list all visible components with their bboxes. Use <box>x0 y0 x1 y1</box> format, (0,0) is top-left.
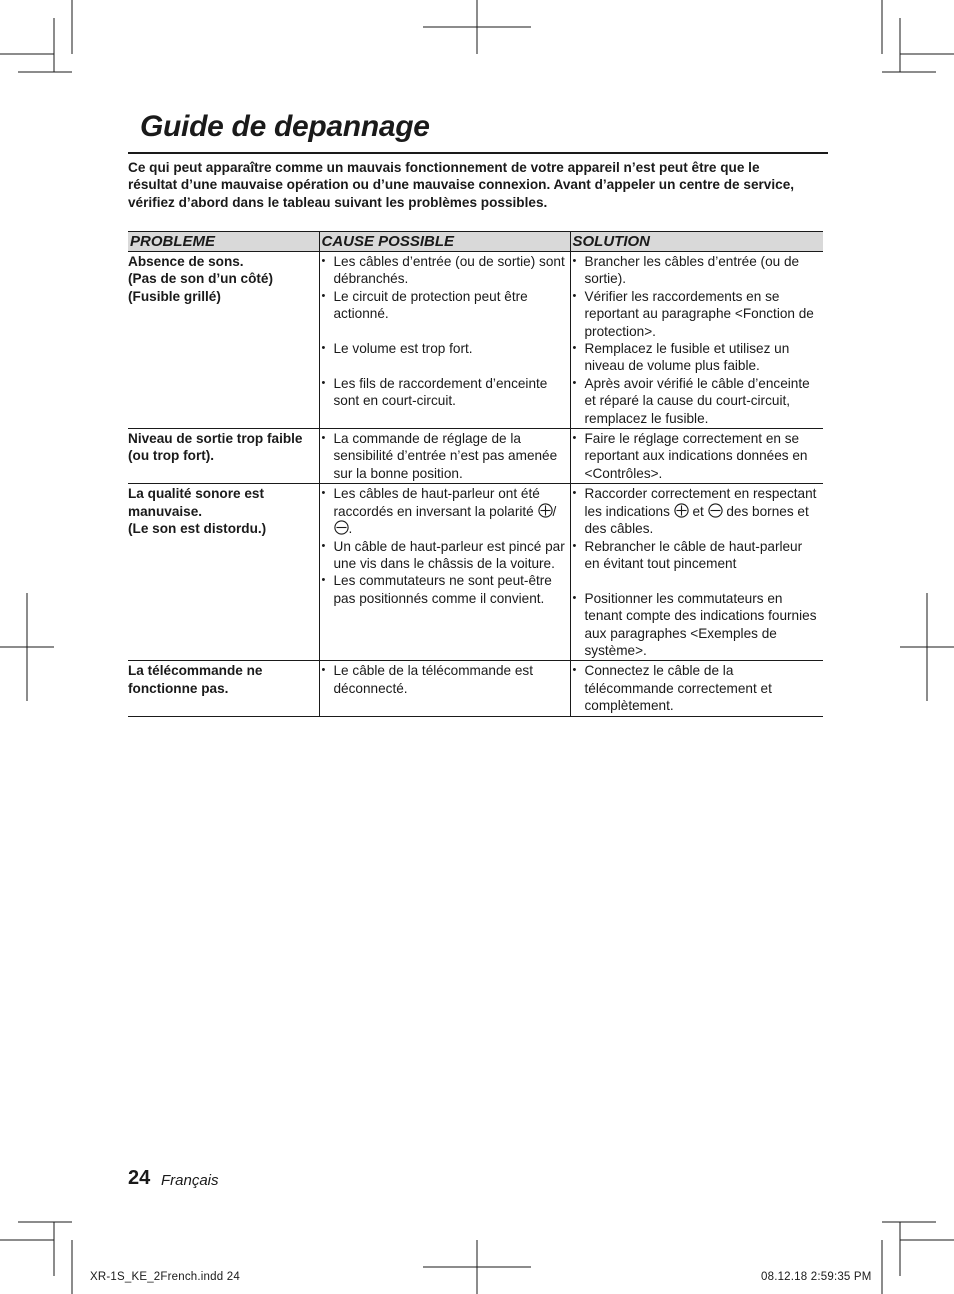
cause-item: • Un câble de haut-parleur est pincé par une vis dans le châssis de la voiture. <box>322 538 568 573</box>
problem-cell <box>128 429 319 484</box>
plus-circle-icon <box>538 503 553 518</box>
minus-circle-icon <box>334 520 349 535</box>
polarity-end: . <box>348 521 353 537</box>
solution-item: • Remplacez le fusible et utilisez un niveau de volume plus faible. <box>573 340 822 375</box>
solution-item: • Connectez le câble de la télécommande correctement et complètement. <box>573 662 822 714</box>
cause-cell <box>319 484 570 661</box>
solution-cell <box>570 484 823 661</box>
cause-cell <box>319 252 570 429</box>
solution-item <box>573 485 822 537</box>
polarity-separator: / <box>552 503 557 519</box>
problem-text: (Pas de son d’un côté) <box>128 271 274 287</box>
cause-item: • Les câbles d’entrée (ou de sortie) sont débranchés. <box>322 253 568 288</box>
header-solution: SOLUTION <box>570 232 823 252</box>
print-slug-date: 08.12.18 2:59:35 PM <box>761 1271 872 1283</box>
problem-cell <box>128 661 319 716</box>
cause-item: • Les commutateurs ne sont peut-être pas positionnés comme il convient. <box>322 572 568 607</box>
header-problem: PROBLEME <box>128 232 319 252</box>
intro-text: Ce qui peut apparaître comme un mauvais fonctionnement de votre appareil n’est peut être que le résultat d’une mauvaise opération ou d’une mauvaise connexion. Avant d’appeler un centre de service, vérifiez d’abord dans le tableau suivant les problèmes possibles. <box>128 160 795 210</box>
solution-item: • Faire le réglage correctement en se reportant aux indications données en <Contrôles>. <box>573 430 822 482</box>
cause-item: • Le câble de la télécommande est déconnecté. <box>322 662 568 697</box>
cause-cell <box>319 429 570 484</box>
solution-item: • Rebrancher le câble de haut-parleur en évitant tout pincement <box>573 538 822 573</box>
cause-item <box>322 485 568 537</box>
footer-language: Français <box>161 1172 219 1189</box>
table-row <box>128 429 823 484</box>
cause-text: Les câbles de haut-parleur ont été raccordés en inversant la polarité <box>333 486 540 519</box>
table-row <box>128 661 823 716</box>
solution-item: • Après avoir vérifié le câble d’enceinte et réparé la cause du court-circuit, remplacez le fusible. <box>573 375 822 427</box>
problem-text: (Fusible grillé) <box>128 288 221 304</box>
header-cause: CAUSE POSSIBLE <box>319 232 570 252</box>
page-title: Guide de depannage <box>140 110 430 143</box>
title-rule <box>128 152 828 154</box>
page-number: 24 <box>128 1167 151 1189</box>
problem-text: La télécommande ne fonctionne pas. <box>128 663 263 696</box>
solution-text: des bornes et des câbles. <box>584 503 809 537</box>
problem-text: Niveau de sortie trop faible (ou trop fort). <box>128 431 303 464</box>
cause-item: • Les fils de raccordement d’enceinte sont en court-circuit. <box>322 375 568 410</box>
cause-item: • Le volume est trop fort. <box>322 340 568 357</box>
table-header-row <box>128 232 823 252</box>
problem-cell <box>128 484 319 661</box>
problem-text: Absence de sons. <box>128 254 244 269</box>
print-slug-file: XR-1S_KE_2French.indd 24 <box>90 1271 240 1283</box>
solution-cell <box>570 661 823 716</box>
minus-circle-icon <box>708 503 723 518</box>
solution-cell <box>570 429 823 484</box>
plus-circle-icon <box>674 503 689 518</box>
problem-cell <box>128 252 319 429</box>
solution-text: et <box>692 503 704 519</box>
table-row <box>128 252 823 429</box>
cause-item: • Le circuit de protection peut être actionné. <box>322 288 568 323</box>
solution-item: • Positionner les commutateurs en tenant compte des indications fournies aux paragraphes <Exemples de système>. <box>573 590 822 660</box>
cause-item: • La commande de réglage de la sensibilité d’entrée n’est pas amenée sur la bonne position. <box>322 430 568 482</box>
solution-item: • Brancher les câbles d’entrée (ou de sortie). <box>573 253 822 288</box>
table-row <box>128 484 823 661</box>
problem-text: (Le son est distordu.) <box>128 521 267 537</box>
solution-item: • Vérifier les raccordements en se reportant au paragraphe <Fonction de protection>. <box>573 288 822 340</box>
cause-cell <box>319 661 570 716</box>
problem-text: La qualité sonore est manuvaise. <box>128 486 264 519</box>
solution-cell <box>570 252 823 429</box>
solution-text: Raccorder correctement en respectant les indications <box>584 486 817 519</box>
troubleshooting-table <box>128 231 823 717</box>
